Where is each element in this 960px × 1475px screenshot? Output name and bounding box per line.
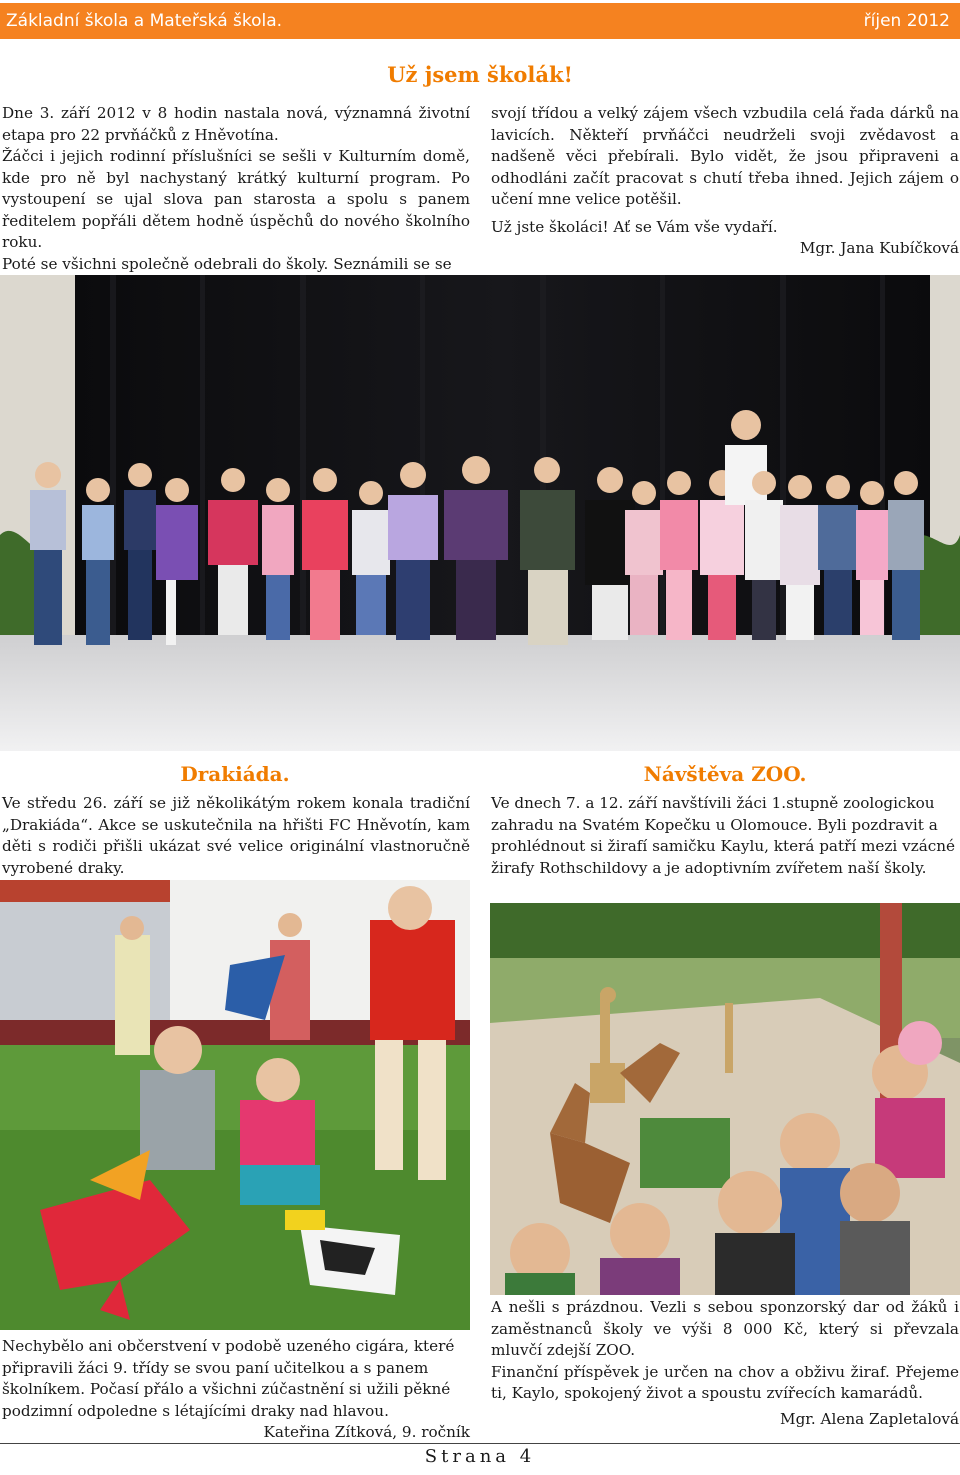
article2-author: Kateřina Zítková, 9. ročník [263, 1423, 470, 1441]
article2-closing [2, 1336, 470, 1444]
article2-paragraph: Nechybělo ani občerstvení v podobě uzeného cigára, které připravili žáci 9. třídy se svou paní učitelkou a s panem školníkem. Počasí přálo a všichni zúčastnění si užili pěkné podzimní odpoledne s létajícími draky nad hlavou. [2, 1337, 455, 1420]
article-title-zoo: Návštěva ZOO. [643, 762, 807, 786]
article3-author: Mgr. Alena Zapletalová [780, 1409, 959, 1428]
article1-paragraph: Poté se všichni společně odebrali do školy. Seznámili se se [2, 254, 452, 273]
article1-paragraph: svojí třídou a velký zájem všech vzbudila celá řada dárků na lavicích. Někteří prvňáčci neudrželi svoji zvědavost a nadšeně věci přebírali. Bylo vidět, že jsou připraveni a odhodláni začít pracovat s chutí třeba ihned. Jejich zájem o učení mne velice potěšil. [491, 104, 959, 208]
footer-rule [0, 1443, 960, 1444]
article1-author: Mgr. Jana Kubíčková [799, 239, 959, 257]
photo-kite-festival [0, 880, 470, 1330]
photo-first-graders-on-stage [0, 275, 960, 751]
page-number: Strana 4 [424, 1446, 536, 1467]
article3-paragraph: Ve dnech 7. a 12. září navštívili žáci 1.stupně zoologickou zahradu na Svatém Kopečku u Olomouce. Byli pozdravit a prohlédnout si žirafí samičku Kaylu, která patří mezi vzácné žirafy Rothschildovy a je adoptivním zvířetem naší školy. [491, 794, 956, 877]
page-header [0, 3, 960, 39]
article-title-skolak: Už jsem školák! [387, 62, 573, 87]
article3-paragraph: A nešli s prázdnou. Vezli s sebou sponzorský dar od žáků i zaměstnanců školy ve výši 8 000 Kč, který si převzala mluvčí zdejší ZOO. [491, 1298, 959, 1359]
article3-closing [491, 1297, 959, 1430]
photo-image [0, 275, 960, 751]
article1-paragraph: Dne 3. září 2012 v 8 hodin nastala nová, významná životní etapa pro 22 prvňáčků z Hněvotína. [2, 104, 470, 144]
photo-image [0, 880, 470, 1330]
school-name: Základní škola a Mateřská škola. [6, 11, 283, 31]
photo-zoo-giraffes [490, 903, 960, 1295]
article3-intro [491, 793, 959, 879]
article2-paragraph: Ve středu 26. září se již několikátým rokem konala tradiční „Drakiáda“. Akce se uskutečnila na hřišti FC Hněvotín, kam děti s rodiči přišli ukázat své velice originální vlastnoručně vyrobené draky. [2, 794, 470, 877]
article2-intro [2, 793, 470, 879]
photo-image [490, 903, 960, 1295]
article-title-drakiada: Drakiáda. [180, 762, 290, 786]
article1-right-column [491, 103, 959, 260]
issue-date: říjen 2012 [863, 11, 950, 31]
article1-paragraph: Už jste školáci! Ať se Vám vše vydaří. [491, 217, 778, 236]
article1-left-column [2, 103, 470, 275]
article3-paragraph: Finanční příspěvek je určen na chov a obživu žiraf. Přejeme ti, Kaylo, spokojený život a spoustu zvířecích kamarádů. [491, 1362, 959, 1402]
article1-paragraph: Žáčci i jejich rodinní příslušníci se sešli v Kulturním domě, kde pro ně byl nachystaný krátký kulturní program. Po vystoupení se ujal slova pan starosta a spolu s panem ředitelem popřáli dětem hodně úspěchů do nového školního roku. [2, 147, 470, 251]
